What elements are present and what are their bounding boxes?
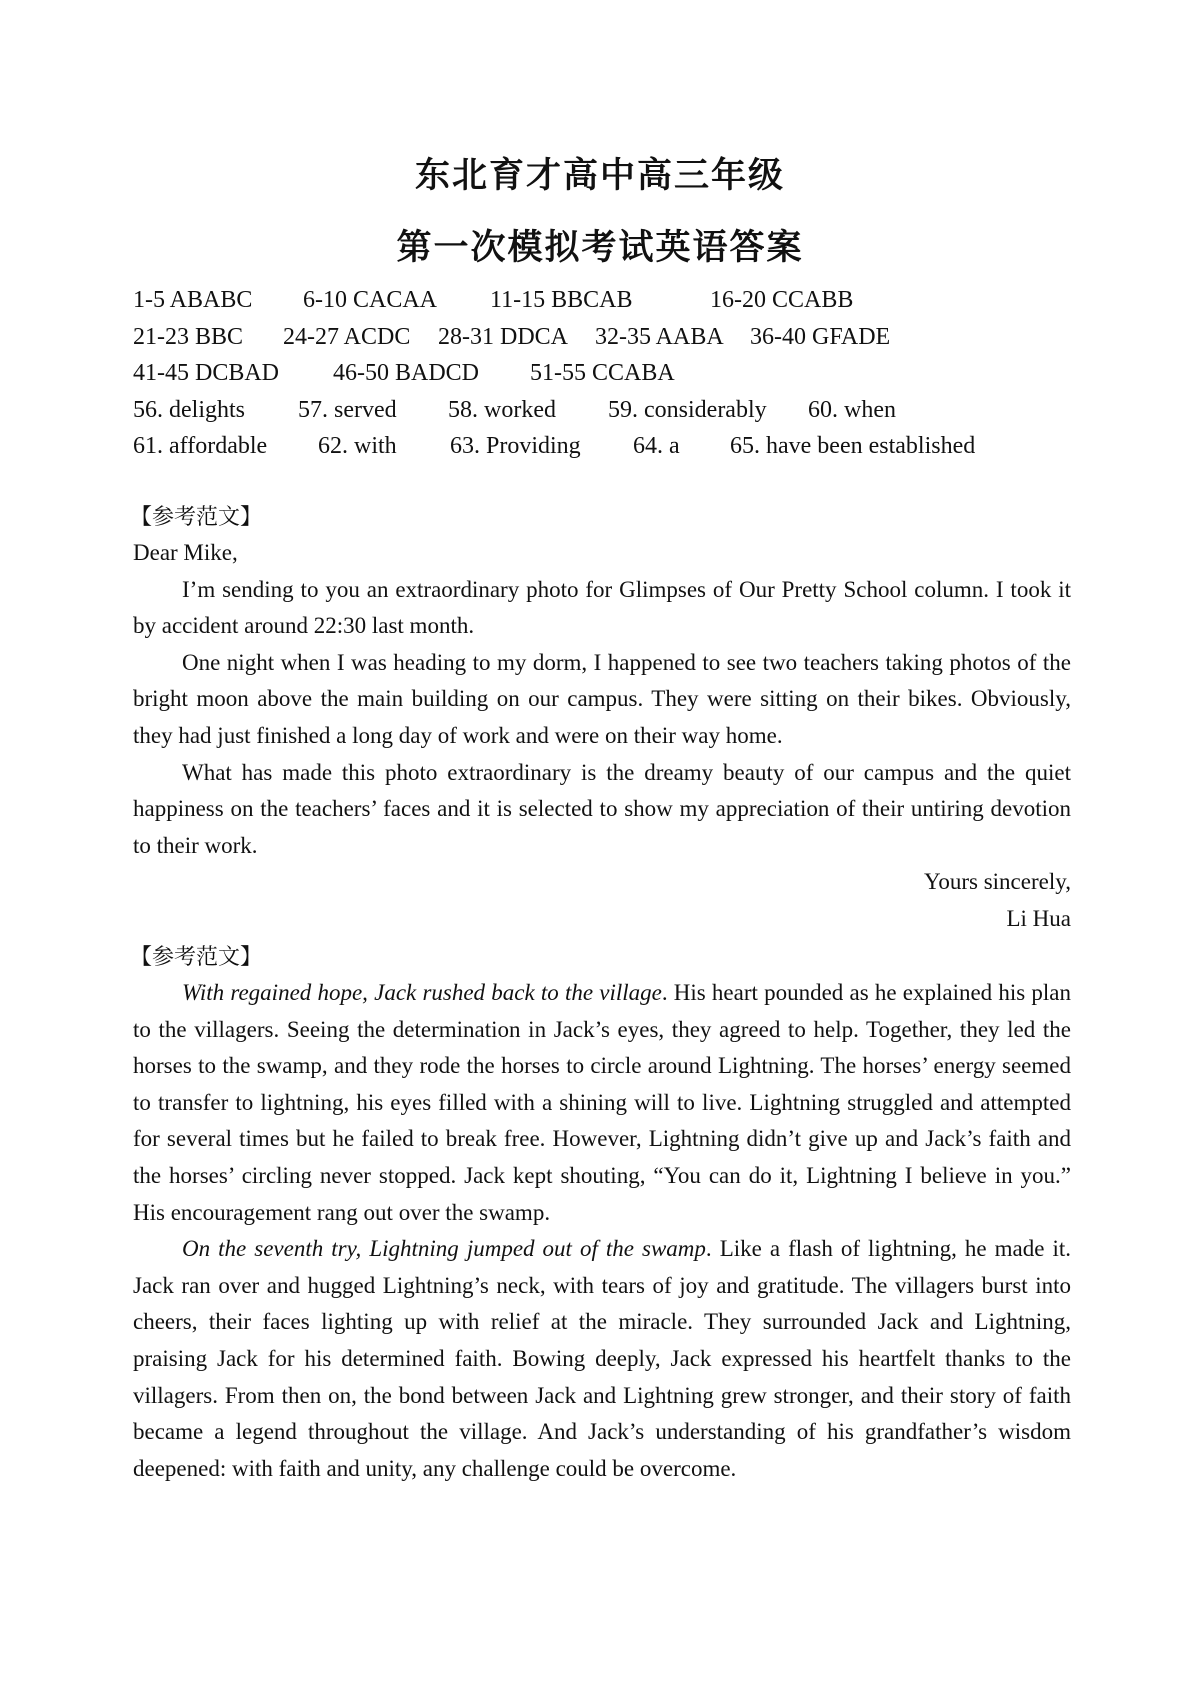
answer-item: 60. when xyxy=(808,396,896,423)
page-subtitle: 第一次模拟考试英语答案 xyxy=(396,228,804,268)
essay2-label: 【参考范文】 xyxy=(130,945,263,970)
answer-item: 65. have been established xyxy=(730,433,976,459)
answer-item: 63. Providing xyxy=(450,433,581,459)
essay2-p1-text: . His heart pounded as he explained his plan to the villagers. Seeing the determination in Jack’s eyes, they agreed to help. Together, they led the horses to the swamp, and they rode the horses to circle around Lightning. The horses’ energy seemed to transfer to lightning, his eyes filled with a shining will to live. Lightning struggled and attempted for several times but he failed to break free. However, Lightning didn’t give up and Jack’s faith and the horses’ circling never stopped. Jack kept shouting, “You can do it, Lightning I believe in you.” His encouragement rang out over the swamp. xyxy=(133,980,1072,1225)
essay2-paragraph xyxy=(133,1231,1071,1487)
answer-item: 46-50 BADCD xyxy=(333,360,480,386)
answer-item: 11-15 BBCAB xyxy=(490,287,633,313)
essay1-closing: Yours sincerely, xyxy=(924,869,1071,895)
answer-item: 21-23 BBC xyxy=(133,323,244,350)
page-title: 东北育才高中高三年级 xyxy=(414,156,785,196)
essay1-label: 【参考范文】 xyxy=(130,505,263,530)
essay1-paragraph: I’m sending to you an extraordinary photo for Glimpses of Our Pretty School column. I took it by accident around 22:30 last month. xyxy=(133,576,1071,639)
answer-item: 51-55 CCABA xyxy=(530,360,675,386)
essay2-p1-lead: With regained hope, Jack rushed back to the village xyxy=(182,980,662,1005)
essay2-paragraph xyxy=(133,975,1071,1231)
essay1-body xyxy=(133,535,1071,938)
answer-item: 64. a xyxy=(633,433,680,459)
answer-item: 32-35 AABA xyxy=(595,323,724,350)
answer-item: 41-45 DCBAD xyxy=(133,360,280,386)
essay1-paragraph: What has made this photo extraordinary is the dreamy beauty of our campus and the quiet happiness on the teachers’ faces and it is selected to show my appreciation of their untiring devotion to their work. xyxy=(133,759,1071,858)
essay2-body xyxy=(133,975,1071,1487)
answer-item: 57. served xyxy=(298,396,397,423)
answer-item: 28-31 DDCA xyxy=(438,323,568,350)
essay1-salutation: Dear Mike, xyxy=(133,540,238,565)
essay1-paragraph: One night when I was heading to my dorm, I happened to see two teachers taking photos of the bright moon above the main building on our campus. They were sitting on their bikes. Obviously, they had just finished a long day of work and were on their way home. xyxy=(133,649,1071,748)
essay1-signature: Li Hua xyxy=(1006,905,1071,931)
essay2-p2-text: . Like a flash of lightning, he made it. Jack ran over and hugged Lightning’s neck, with tears of joy and gratitude. The villagers burst into cheers, their faces lighting up with relief at the miracle. They surrounded Jack and Lightning, praising Jack for his determined faith. Bowing deeply, Jack expressed his heartfelt thanks to the villagers. From then on, the bond between Jack and Lightning grew stronger, and their story of faith became a legend throughout the village. And Jack’s understanding of his grandfather’s wisdom deepened: with faith and unity, any challenge could be overcome. xyxy=(133,1236,1071,1481)
answer-item: 6-10 CACAA xyxy=(303,287,438,313)
answer-item: 62. with xyxy=(318,433,397,459)
answer-item: 58. worked xyxy=(448,396,556,423)
answer-item: 61. affordable xyxy=(133,433,268,459)
answer-item: 1-5 ABABC xyxy=(133,287,253,313)
answer-item: 56. delights xyxy=(133,396,245,423)
answer-item: 36-40 GFADE xyxy=(750,323,891,350)
answer-item: 24-27 ACDC xyxy=(283,323,411,350)
answer-item: 59. considerably xyxy=(608,396,767,423)
answer-item: 16-20 CCABB xyxy=(710,287,854,313)
essay2-p2-lead: On the seventh try, Lightning jumped out of the swamp xyxy=(182,1236,706,1262)
